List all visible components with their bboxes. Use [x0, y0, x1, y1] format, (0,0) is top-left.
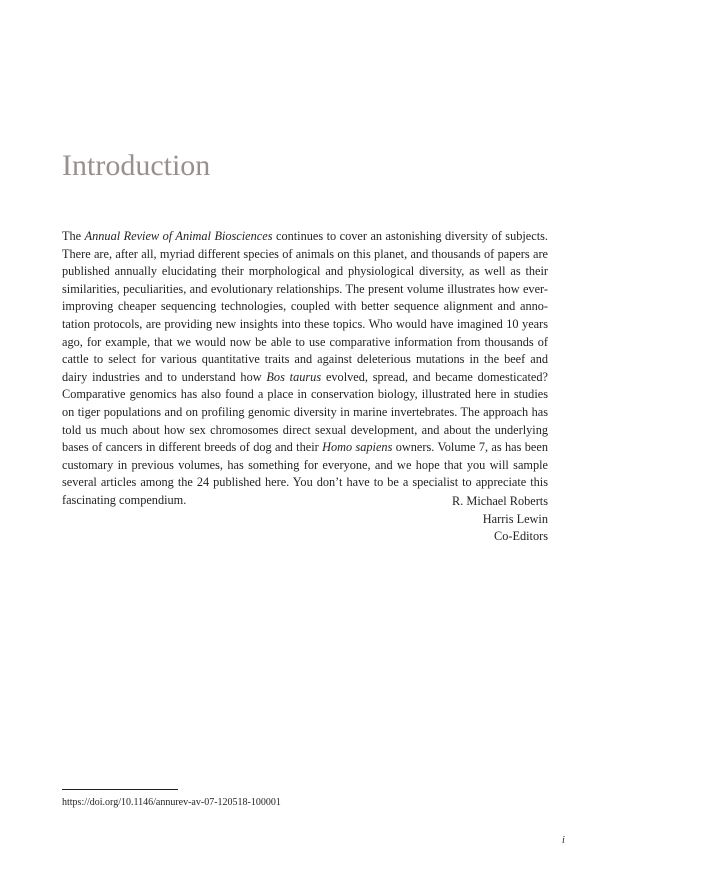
paragraph-text-3: evolved, spread, and became domesticated? Comparative genomics has also found a place in conservation biology, illustrated here in studies on tiger populations and on profiling genomic diversity in marine invertebrates. The approach has told us much about how sex chromosomes direct sexual development, and about the underlying bases of cancers in different breeds of dog and their: [62, 369, 548, 455]
editor-name-1: R. Michael Roberts: [452, 494, 548, 508]
paragraph-text-4: owners. Volume 7, as has been customary in previous volumes, has something for everyone, and we hope that you will sample several articles among the 24 published here. You don’t have to be a specialist to appreciate this fascinating compendium.: [62, 440, 548, 507]
species-name-homo-sapiens: Homo sapiens: [322, 440, 393, 455]
editor-signatures: [452, 493, 548, 546]
introduction-paragraph: [62, 228, 548, 510]
footnote-divider: [62, 789, 178, 790]
page-number: i: [562, 835, 565, 846]
paragraph-text-1: The: [62, 229, 85, 243]
species-name-bos-taurus: Bos taurus: [266, 369, 322, 384]
paragraph-text-2: continues to cover an astonishing diversity of subjects. There are, after all, myriad different species of animals on this planet, and thousands of papers are published annually elucidating their morphological and physiological diversity, as well as their similarities, peculiarities, and evolutionary relationships. The present volume illustrates how ever-improving cheaper sequencing technologies, coupled with better sequence alignment and annotation protocols, are providing new insights into these topics. Who would have imagined 10 years ago, for example, that we would now be able to use comparative information from thousands of cattle to select for various quantitative traits and against deleterious mutations in the beef and dairy industries and to understand how: [62, 229, 548, 384]
journal-title: Annual Review of Animal Biosciences: [84, 229, 273, 243]
doi-link[interactable]: https://doi.org/10.1146/annurev-av-07-120518-100001: [62, 797, 281, 808]
editor-name-2: Harris Lewin: [482, 511, 548, 526]
editor-role: Co-Editors: [494, 529, 548, 544]
page-title: Introduction: [62, 149, 211, 182]
